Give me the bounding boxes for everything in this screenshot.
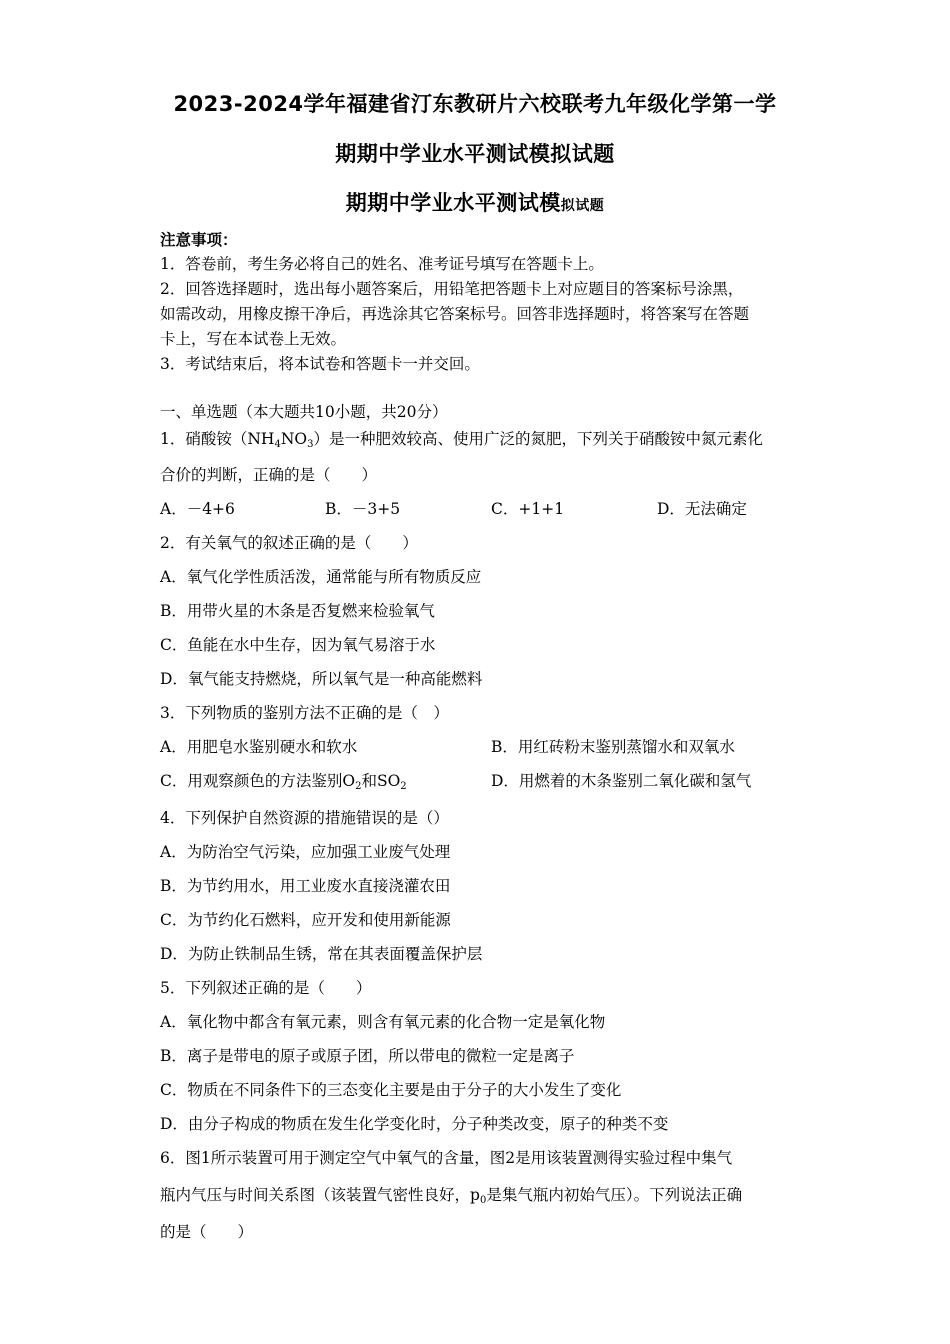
notice-item: 2．回答选择题时，选出每小题答案后，用铅笔把答题卡上对应题目的答案标号涂黑， — [160, 280, 744, 298]
q4-stem: 4．下列保护自然资源的措施错误的是（） — [160, 809, 449, 827]
notice-heading: 注意事项： — [160, 230, 238, 249]
q2-option-a: A．氧气化学性质活泼，通常能与所有物质反应 — [160, 568, 482, 586]
q3-option-c-part: C．用观察颜色的方法鉴别O — [160, 772, 356, 790]
q6-stem-line2 — [160, 1183, 742, 1206]
q1-subscript: 4 — [274, 439, 281, 450]
q5-option-c: C．物质在不同条件下的三态变化主要是由于分子的大小发生了变化 — [160, 1081, 622, 1099]
q4-option-d: D．为防止铁制品生锈，常在其表面覆盖保护层 — [160, 945, 483, 963]
q4-option-c: C．为节约化石燃料，应开发和使用新能源 — [160, 911, 451, 929]
exam-title-line3-small: 拟试题 — [560, 198, 605, 214]
q2-stem: 2．有关氧气的叙述正确的是（ ） — [160, 534, 418, 552]
q3-option-c-part: 和SO — [361, 772, 401, 790]
q4-option-a: A．为防治空气污染，应加强工业废气处理 — [160, 843, 451, 861]
q6-stem-line3: 的是（ ） — [160, 1223, 254, 1241]
q6-stem-part: 是集气瓶内初始气压）。下列说法正确 — [486, 1186, 743, 1204]
q5-option-b: B．离子是带电的原子或原子团，所以带电的微粒一定是离子 — [160, 1047, 575, 1065]
q5-option-a: A．氧化物中都含有氧元素，则含有氧元素的化合物一定是氧化物 — [160, 1013, 606, 1031]
q2-option-b: B．用带火星的木条是否复燃来检验氧气 — [160, 602, 435, 620]
q1-stem-part: 1．硝酸铵（NH — [160, 430, 275, 448]
q4-option-b: B．为节约用水，用工业废水直接浇灌农田 — [160, 877, 451, 895]
q6-stem-line1: 6．图1所示装置可用于测定空气中氧气的含量，图2是用该装置测得实验过程中集气 — [160, 1149, 733, 1167]
notice-item: 卡上，写在本试卷上无效。 — [160, 330, 347, 348]
notice-item: 如需改动，用橡皮擦干净后，再选涂其它答案标号。回答非选择题时，将答案写在答题 — [160, 305, 750, 323]
q1-stem — [160, 427, 763, 450]
q5-option-d: D．由分子构成的物质在发生化学变化时，分子种类改变，原子的种类不变 — [160, 1115, 669, 1133]
exam-title-line1: 2023-2024学年福建省汀东教研片六校联考九年级化学第一学 — [173, 92, 777, 116]
exam-title-line3 — [0, 187, 950, 217]
q6-stem-part: 瓶内气压与时间关系图（该装置气密性良好，p — [160, 1186, 480, 1204]
q2-option-d: D．氧气能支持燃烧，所以氧气是一种高能燃料 — [160, 670, 483, 688]
q3-option-d: D．用燃着的木条鉴别二氧化碳和氢气 — [491, 772, 752, 790]
notice-item: 3．考试结束后，将本试卷和答题卡一并交回。 — [160, 355, 480, 373]
q1-option-c: C．+1+1 — [491, 500, 565, 518]
q5-stem: 5．下列叙述正确的是（ ） — [160, 979, 372, 997]
notice-item: 1．答卷前，考生务必将自己的姓名、准考证号填写在答题卡上。 — [160, 255, 604, 273]
q1-stem-part: NO — [280, 430, 308, 448]
q3-subscript: 2 — [400, 781, 407, 792]
q1-option-d: D．无法确定 — [657, 500, 747, 518]
q1-stem-line2: 合价的判断，正确的是（ ） — [160, 466, 378, 484]
section-heading: 一、单选题（本大题共10小题，共20分） — [160, 403, 448, 421]
q3-option-c — [160, 769, 407, 792]
exam-title-line3-main: 期期中学业水平测试模 — [345, 191, 561, 215]
exam-title-line2: 期期中学业水平测试模拟试题 — [335, 142, 615, 166]
q1-subscript: 3 — [307, 439, 314, 450]
q3-stem: 3．下列物质的鉴别方法不正确的是（ ） — [160, 704, 449, 722]
q1-option-a: A．－4+6 — [160, 500, 235, 518]
q2-option-c: C．鱼能在水中生存，因为氧气易溶于水 — [160, 636, 436, 654]
q3-option-a: A．用肥皂水鉴别硬水和软水 — [160, 738, 358, 756]
q3-subscript: 2 — [355, 781, 362, 792]
q1-option-b: B．－3+5 — [325, 500, 401, 518]
q1-stem-part: ）是一种肥效较高、使用广泛的氮肥，下列关于硝酸铵中氮元素化 — [313, 430, 763, 448]
q3-option-b: B．用红砖粉末鉴别蒸馏水和双氧水 — [491, 738, 735, 756]
q6-subscript: 0 — [479, 1195, 487, 1206]
